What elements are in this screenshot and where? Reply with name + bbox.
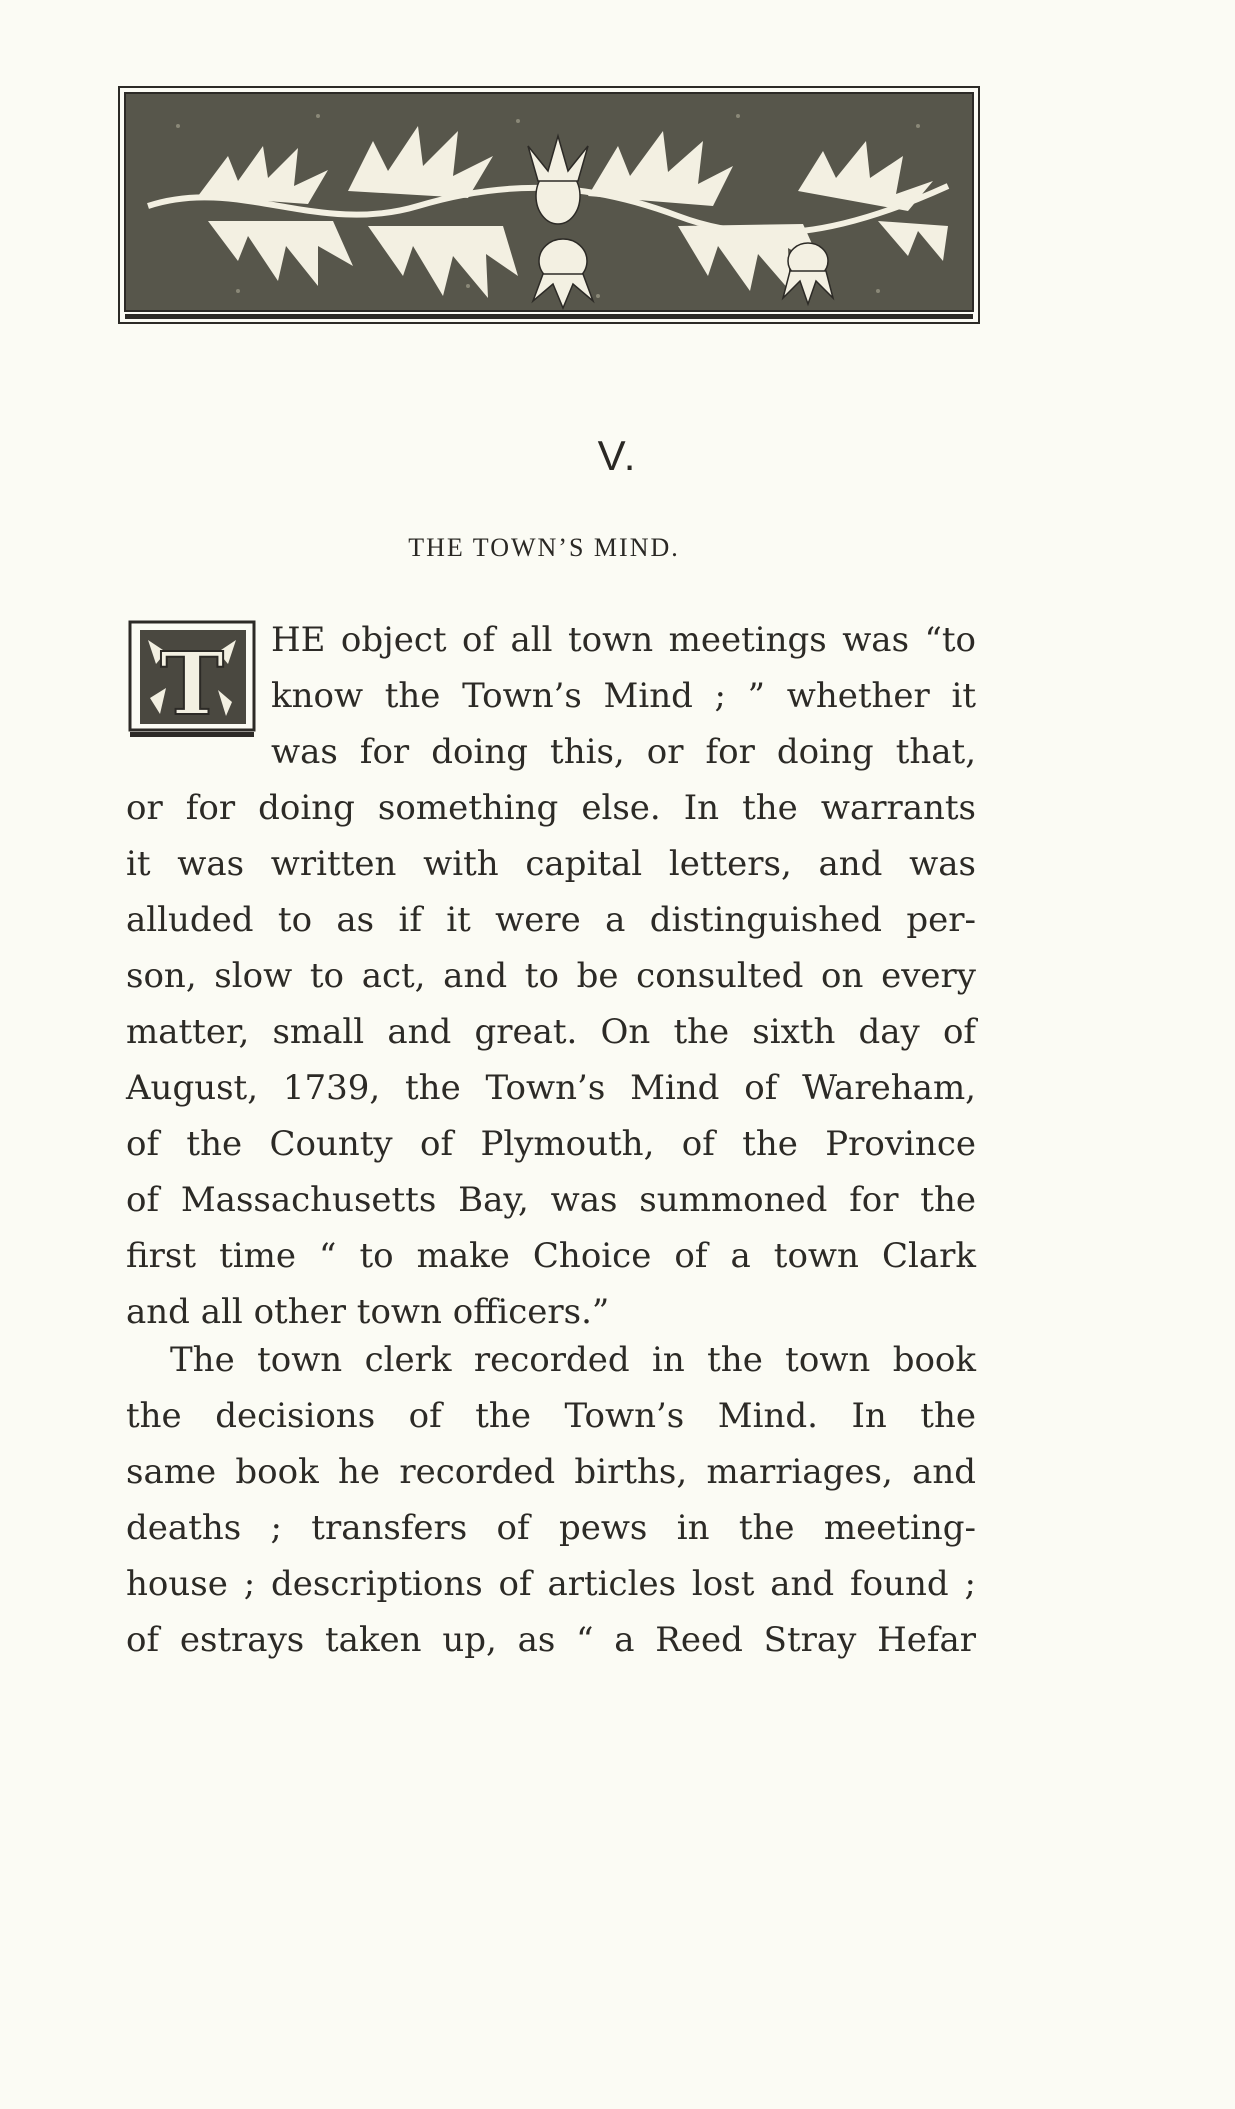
text-line: HE object of all town meetings was “to bbox=[271, 620, 976, 660]
text-line: was for doing this, or for doing that, bbox=[271, 732, 976, 772]
chapter-title: THE TOWN’S MIND. bbox=[408, 533, 680, 562]
text-line: of Massachusetts Bay, was summoned for the bbox=[126, 1180, 976, 1220]
text-line: son, slow to act, and to be consulted on every bbox=[126, 956, 976, 996]
text-line: first time “ to make Choice of a town Clark bbox=[126, 1236, 976, 1276]
text-line: deaths ; transfers of pews in the meeting- bbox=[126, 1508, 976, 1548]
text-line: or for doing something else. In the warrants bbox=[126, 788, 976, 828]
paragraph-2 bbox=[126, 1332, 976, 1668]
chapter-number: V. bbox=[597, 432, 638, 479]
text-line: house ; descriptions of articles lost and found ; bbox=[126, 1564, 976, 1604]
drop-cap-text: T bbox=[160, 634, 224, 735]
paragraph-1 bbox=[126, 612, 976, 1340]
text-line: it was written with capital letters, and was bbox=[126, 844, 976, 884]
text-line: of the County of Plymouth, of the Province bbox=[126, 1124, 976, 1164]
text-line: same book he recorded births, marriages, and bbox=[126, 1452, 976, 1492]
text-line: alluded to as if it were a distinguished per- bbox=[126, 900, 976, 940]
text-line: of estrays taken up, as “ a Reed Stray Hefar bbox=[126, 1620, 976, 1660]
text-line: the decisions of the Town’s Mind. In the bbox=[126, 1396, 976, 1436]
ornamental-headpiece bbox=[118, 86, 980, 324]
text-line: and all other town officers.” bbox=[126, 1292, 610, 1332]
text-line: matter, small and great. On the sixth day of bbox=[126, 1012, 976, 1052]
text-line: know the Town’s Mind ; ” whether it bbox=[271, 676, 976, 716]
text-line: The town clerk recorded in the town book bbox=[170, 1340, 976, 1380]
thistle-ornament-icon bbox=[118, 86, 980, 324]
text-line: August, 1739, the Town’s Mind of Wareham, bbox=[126, 1068, 976, 1108]
